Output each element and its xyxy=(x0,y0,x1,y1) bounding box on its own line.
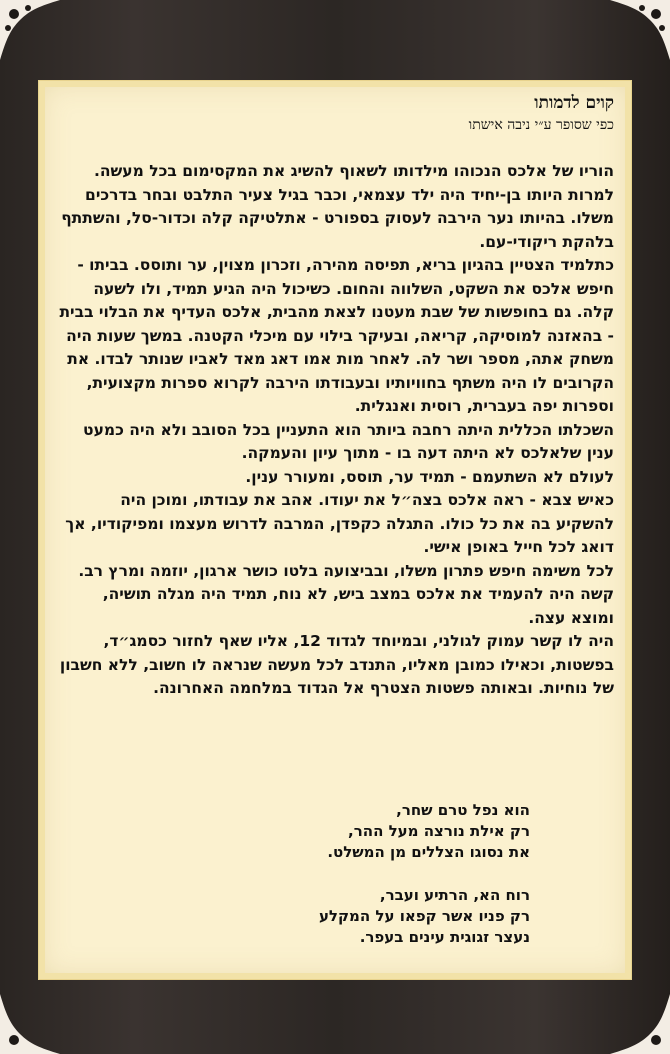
poem xyxy=(210,800,530,970)
paragraph: היה לו קשר עמוק לגולני, ובמיוחד לגדוד 12, אליו שאף לחזור כסמג״ד, בפשטות, וכאילו כמובן מאליו, התנדב לכל מעשה שנראה לו חשוב, ללא חשבון של נוחיות. ובאותה פשטות הצטרף אל הגדוד במלחמה האחרונה. xyxy=(59,632,614,697)
poem-line: רק אילת נורצה מעל ההר, xyxy=(348,822,530,840)
paragraph: כאיש צבא - ראה אלכס בצה״ל את יעודו. אהב את עבודתו, ומוכן היה להשקיע בה את כל כולו. התגלה כקפדן, המרבה לדרוש מעצמו ומפיקודיו, אך דואג לכל חייל באופן אישי. xyxy=(65,491,614,556)
poem-line: רוח הא, הרתיע ועבר, xyxy=(379,886,530,904)
lace-corner-ornament xyxy=(0,0,60,60)
poem-stanza xyxy=(210,800,530,863)
paragraph: הוריו של אלכס הנכוהו מילדותו לשאוף להשיג את המקסימום בכל מעשה. למרות היותו בן-יחיד היה ילד עצמאי, וכבר בגיל צעיר התלבט ובחר בדרכים משלו. בהיותו נער הירבה לעסוק בספורט - אתלטיקה קלה וכדור-סל, והשתתף בלהקת ריקודי-עם. xyxy=(61,162,614,251)
paragraph: לעולם לא השתעמם - תמיד ער, תוסס, ומעורר ענין. xyxy=(245,467,614,486)
memorial-text xyxy=(58,92,614,701)
poem-stanza xyxy=(210,885,530,948)
document-subtitle: כפי שסופר ע״י ניבה אישתו xyxy=(468,117,614,133)
paragraph: השכלתו הכללית היתה רחבה ביותר הוא התעניין בכל הסובב ולא היה כמעט ענין שלאלכס לא היתה דעה בו - מתוך עיון והעמקה. xyxy=(83,420,614,462)
lace-corner-ornament xyxy=(610,994,670,1054)
paragraph: לכל משימה חיפש פתרון משלו, ובביצועה בלטו כושר ארגון, יוזמה ומרץ רב. xyxy=(78,561,614,580)
poem-line: את נסוגו הצללים מן המשלט. xyxy=(327,843,530,861)
paragraph: כתלמיד הצטיין בהגיון בריא, תפיסה מהירה, וזכרון מצוין, ער ותוסס. בביתו - חיפש אלכס את השקט, השלווה והחום. כשיכול היה הגיע תמיד, ולו לשעה קלה. גם בחופשות של שבת מעטנו לצאת מהבית, אלכס העדיף את הבלוי בבית - בהאזנה למוסיקה, קריאה, ובעיקר בילוי עם מיכלי הקטנה. במשך שעות היה משחק אתה, מספר ושר לה. לאחר מות אמו דאג מאד לאביו שנותר לבדו. את הקרובים לו היה משתף בחוויותיו ובעבודתו הירבה לקרוא ספרות מקצועית, וספרות יפה בעברית, רוסית ואנגלית. xyxy=(59,256,614,415)
poem-line: רק פניו אשר קפאו על המקלע xyxy=(318,907,530,925)
poem-line: נעצר זגוגית עינים בעפר. xyxy=(359,928,530,946)
lace-corner-ornament xyxy=(0,994,60,1054)
lace-corner-ornament xyxy=(610,0,670,60)
paragraph: קשה היה להעמיד את אלכס במצב ביש, לא נוח, תמיד היה מגלה תושיה, ומוצא עצה. xyxy=(102,585,614,627)
poem-line: הוא נפל טרם שחר, xyxy=(396,801,530,819)
document-title: קוים לדמותו xyxy=(534,93,614,113)
document-body xyxy=(58,160,614,701)
